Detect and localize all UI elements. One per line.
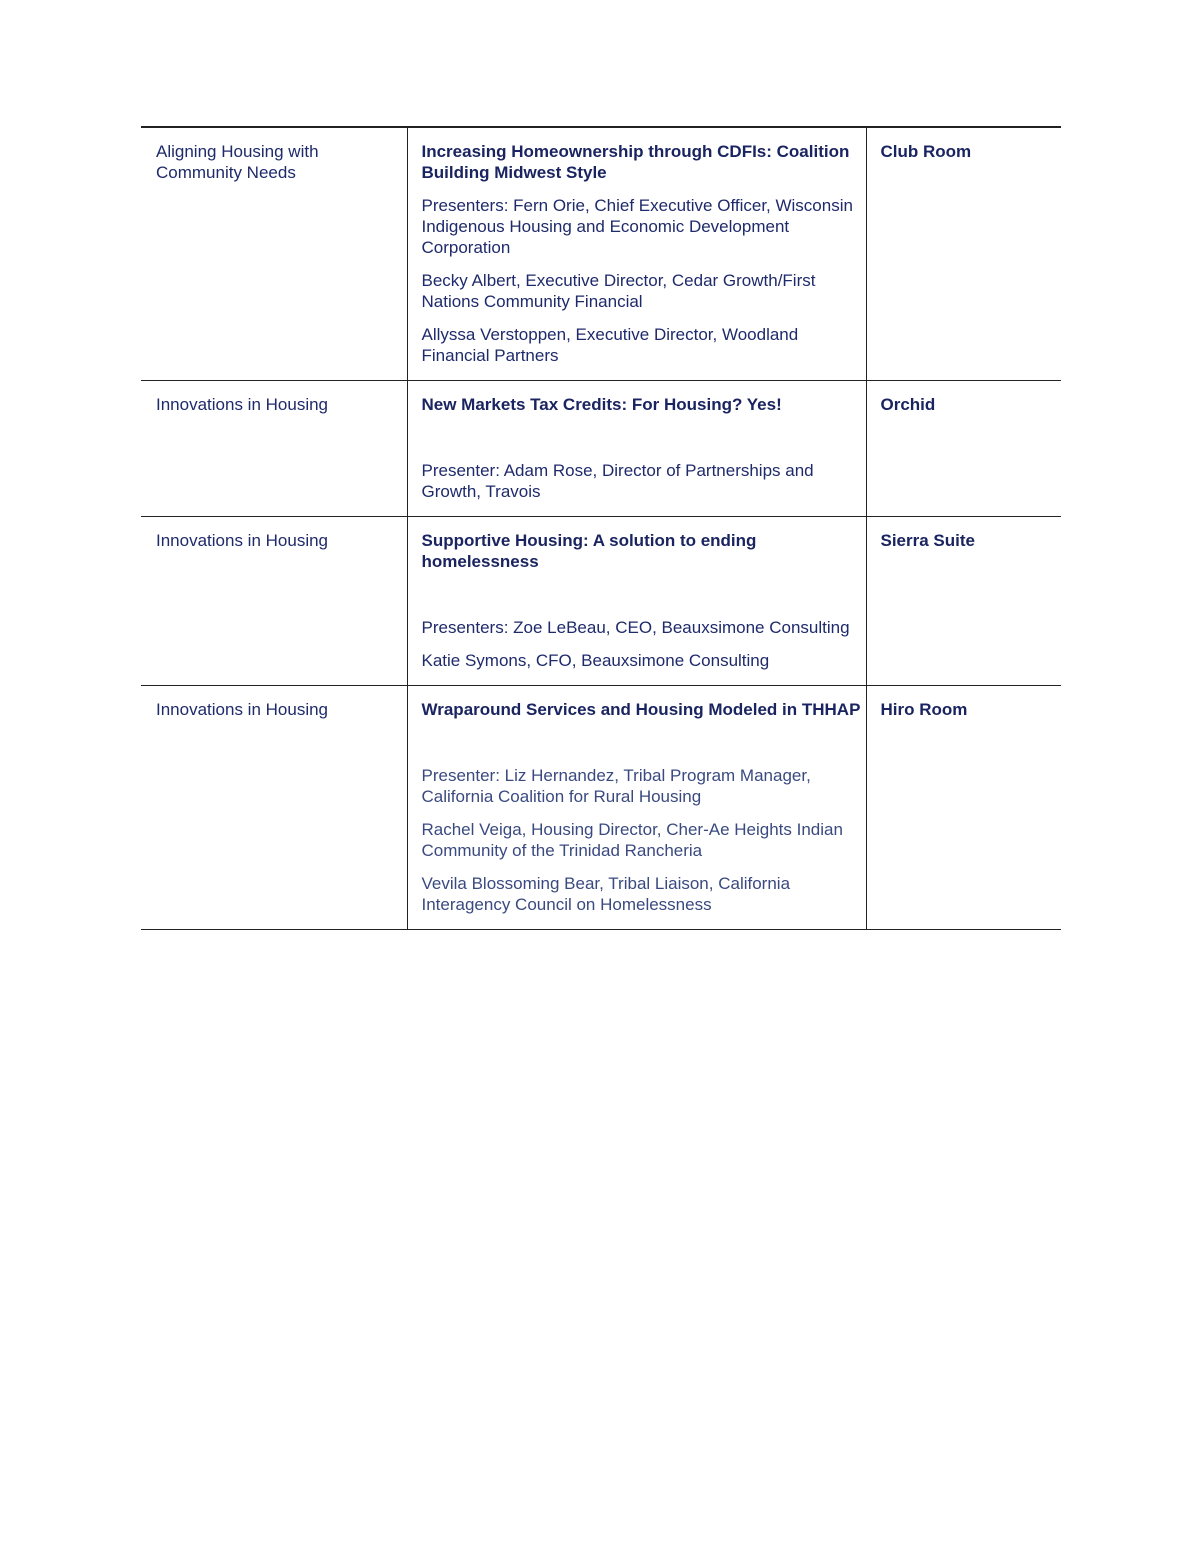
track-cell xyxy=(141,686,407,930)
table-row xyxy=(141,381,1061,517)
table-row xyxy=(141,517,1061,686)
presenter-line: Presenter: Liz Hernandez, Tribal Program Manager, California Coalition for Rural Housing xyxy=(421,766,811,806)
track-label: Aligning Housing with Community Needs xyxy=(156,142,319,182)
room-name: Hiro Room xyxy=(880,700,968,719)
session-title: New Markets Tax Credits: For Housing? Yes! xyxy=(421,395,782,414)
spacer xyxy=(422,732,862,765)
presenter-line: Katie Symons, CFO, Beauxsimone Consulting xyxy=(421,651,770,670)
presenter-line: Vevila Blossoming Bear, Tribal Liaison, California Interagency Council on Homelessness xyxy=(421,874,791,914)
presenter-line: Presenter: Adam Rose, Director of Partnerships and Growth, Travois xyxy=(421,461,814,501)
track-label: Innovations in Housing xyxy=(156,700,329,719)
track-cell xyxy=(141,127,407,381)
spacer xyxy=(422,427,862,460)
room-cell xyxy=(866,127,1061,381)
room-name: Orchid xyxy=(880,395,936,414)
track-cell xyxy=(141,381,407,517)
session-schedule-table xyxy=(141,126,1061,930)
track-label: Innovations in Housing xyxy=(156,531,329,550)
room-cell xyxy=(866,686,1061,930)
session-cell xyxy=(407,127,866,381)
session-title: Increasing Homeownership through CDFIs: Coalition Building Midwest Style xyxy=(421,142,850,182)
presenter-line: Presenters: Fern Orie, Chief Executive Officer, Wisconsin Indigenous Housing and Economic Development Corporation xyxy=(421,196,853,257)
session-title: Wraparound Services and Housing Modeled in THHAP xyxy=(421,700,861,719)
session-cell xyxy=(407,686,866,930)
presenter-line: Rachel Veiga, Housing Director, Cher-Ae Heights Indian Community of the Trinidad Rancheria xyxy=(421,820,843,860)
spacer xyxy=(422,584,862,617)
room-cell xyxy=(866,517,1061,686)
presenter-line: Presenters: Zoe LeBeau, CEO, Beauxsimone Consulting xyxy=(421,618,850,637)
room-name: Club Room xyxy=(880,142,972,161)
session-cell xyxy=(407,381,866,517)
presenter-line: Allyssa Verstoppen, Executive Director, Woodland Financial Partners xyxy=(421,325,799,365)
room-name: Sierra Suite xyxy=(880,531,975,550)
presenter-line: Becky Albert, Executive Director, Cedar Growth/First Nations Community Financial xyxy=(421,271,816,311)
table-row xyxy=(141,127,1061,381)
track-label: Innovations in Housing xyxy=(156,395,329,414)
room-cell xyxy=(866,381,1061,517)
session-cell xyxy=(407,517,866,686)
session-title: Supportive Housing: A solution to ending homelessness xyxy=(421,531,757,571)
table-row xyxy=(141,686,1061,930)
track-cell xyxy=(141,517,407,686)
